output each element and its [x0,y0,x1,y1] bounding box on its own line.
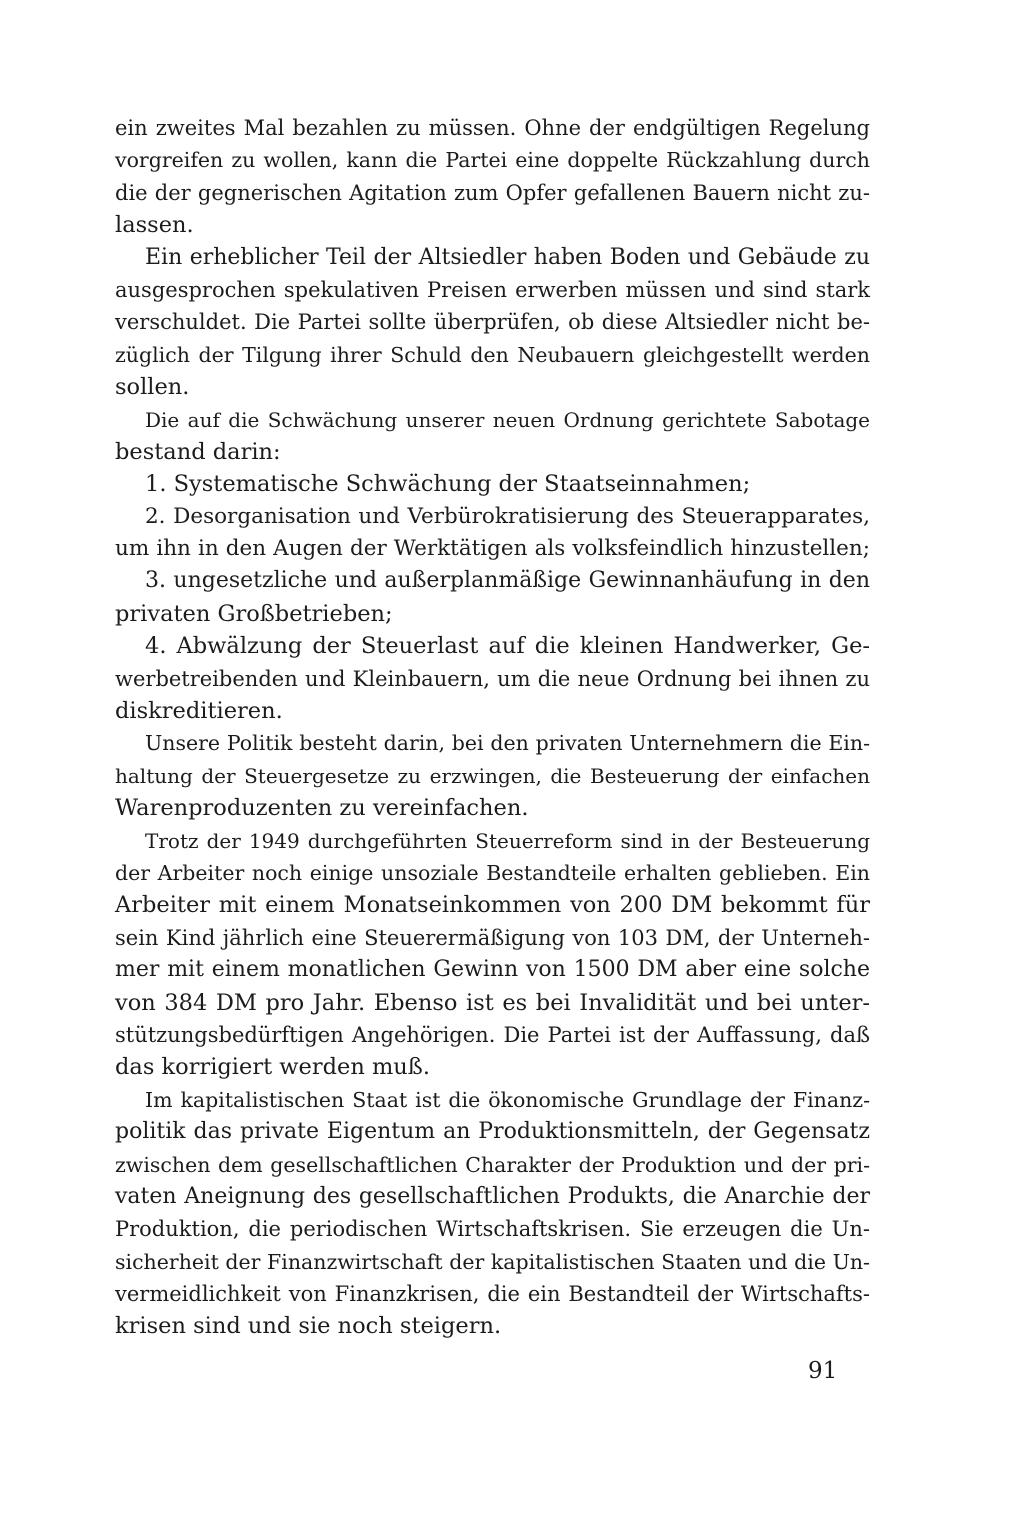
text-line: Ein erheblicher Teil der Altsiedler haben Boden und Gebäude zu [145,244,870,270]
text-line: ausgesprochen spekulativen Preisen erwerben müssen und sind stark [115,277,870,302]
text-line: ein zweites Mal bezahlen zu müssen. Ohne der endgültigen Regelung [115,116,870,140]
text-line: zwischen dem gesellschaftlichen Charakter der Produktion und der pri- [115,1152,870,1177]
text-line: stützungsbedürftigen Angehörigen. Die Partei ist der Auffassung, daß [115,1022,870,1047]
text-line: Im kapitalistischen Staat ist die ökonomische Grundlage der Finanz- [145,1087,870,1112]
text-line: bestand darin: [115,438,281,465]
text-line: sein Kind jährlich eine Steuerermäßigung von 103 DM, der Unterneh- [115,925,870,950]
text-line: um ihn in den Augen der Werktätigen als volksfeindlich hinzustellen; [115,536,870,562]
text-line: die der gegnerischen Agitation zum Opfer gefallenen Bauern nicht zu- [115,180,870,205]
text-line: Arbeiter mit einem Monatseinkommen von 200 DM bekommt für [115,892,870,919]
text-line: diskreditieren. [115,698,283,725]
text-line: privaten Großbetrieben; [115,600,393,627]
text-line: sicherheit der Finanzwirtschaft der kapitalistischen Staaten und die Un- [115,1249,870,1274]
list-item: 3. ungesetzliche und außerplanmäßige Gewinnanhäufung in den [145,568,870,594]
text-line: Unsere Politik besteht darin, bei den privaten Unternehmern die Ein- [145,731,870,756]
text-line: Produktion, die periodischen Wirtschaftskrisen. Sie erzeugen die Un- [115,1217,870,1242]
text-line: haltung der Steuergesetze zu erzwingen, die Besteuerung der einfachen [115,763,870,788]
list-item: 1. Systematische Schwächung der Staatseinnahmen; [145,471,751,498]
text-line: Trotz der 1949 durchgeführten Steuerreform sind in der Besteuerung [145,828,870,853]
list-item: 2. Desorganisation und Verbürokratisierung des Steuerapparates, [145,503,870,529]
text-line: verschuldet. Die Partei sollte überprüfen, ob diese Altsiedler nicht be- [115,310,870,335]
body-text [115,112,870,1343]
text-line: werbetreibenden und Kleinbauern, um die neue Ordnung bei ihnen zu [115,666,870,691]
text-line: züglich der Tilgung ihrer Schuld den Neubauern gleichgestellt werden [115,342,870,367]
text-line: lassen. [115,212,194,239]
text-line: vaten Aneignung des gesellschaftlichen Produkts, die Anarchie der [115,1183,870,1209]
text-line: vorgreifen zu wollen, kann die Partei eine doppelte Rückzahlung durch [115,148,870,173]
text-line: Warenproduzenten zu vereinfachen. [115,795,529,822]
text-line: vermeidlichkeit von Finanzkrisen, die ein Bestandteil der Wirtschafts- [115,1282,870,1307]
list-item: 4. Abwälzung der Steuerlast auf die kleinen Handwerker, Ge- [145,633,870,660]
text-line: Die auf die Schwächung unserer neuen Ordnung gerichtete Sabotage [145,407,870,432]
text-line: von 384 DM pro Jahr. Ebenso ist es bei Invalidität und bei unter- [115,989,870,1016]
text-line: politik das private Eigentum an Produktionsmitteln, der Gegensatz [115,1119,870,1145]
text-line: der Arbeiter noch einige unsoziale Bestandteile erhalten geblieben. Ein [115,860,870,885]
text-line: krisen sind und sie noch steigern. [115,1313,502,1340]
text-line: mer mit einem monatlichen Gewinn von 1500 DM aber eine solche [115,957,870,983]
text-line: das korrigiert werden muß. [115,1054,430,1081]
text-line: sollen. [115,374,190,401]
page-number: 91 [808,1358,838,1384]
